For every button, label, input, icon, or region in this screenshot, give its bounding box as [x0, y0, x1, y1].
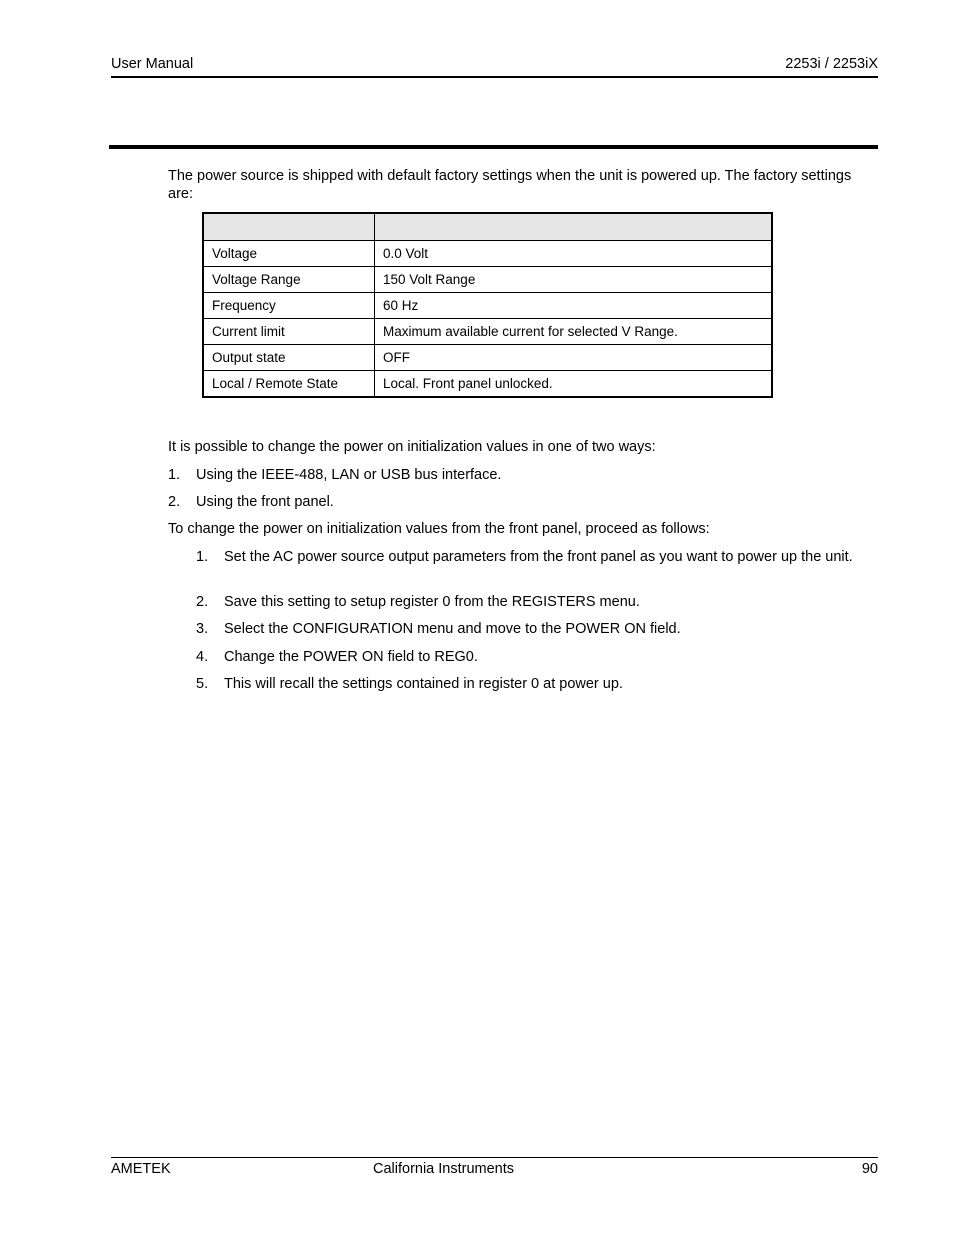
intro-paragraph: The power source is shipped with default factory settings when the unit is powered up. The factory settings are: — [168, 168, 852, 202]
setting-value: Local. Front panel unlocked. — [375, 371, 773, 398]
setting-name: Frequency — [203, 293, 375, 319]
page-number: 90 — [861, 1161, 878, 1177]
setting-name: Output state — [203, 345, 375, 371]
setting-name: Voltage Range — [203, 267, 375, 293]
list-text: Using the front panel. — [196, 494, 334, 510]
setting-value: 0.0 Volt — [375, 241, 773, 267]
section-divider — [109, 145, 878, 149]
procedure-intro-paragraph: To change the power on initialization values from the front panel, proceed as follows: — [168, 521, 710, 537]
footer-division: California Instruments — [373, 1161, 515, 1177]
setting-name: Local / Remote State — [203, 371, 375, 398]
table-header-row — [203, 213, 772, 241]
step-text: Change the POWER ON field to REG0. — [224, 649, 478, 665]
table-row — [203, 319, 772, 345]
step-text: Set the AC power source output parameters from the front panel as you want to power up the unit. — [224, 549, 853, 565]
ways-intro-paragraph: It is possible to change the power on initialization values in one of two ways: — [168, 439, 656, 455]
table-row — [203, 345, 772, 371]
factory-settings-table — [202, 212, 773, 398]
step-text: Select the CONFIGURATION menu and move to the POWER ON field. — [224, 621, 681, 637]
step-number: 5. — [196, 676, 209, 692]
footer-company: AMETEK — [111, 1161, 171, 1177]
page-header — [111, 56, 878, 78]
setting-name: Current limit — [203, 319, 375, 345]
list-number: 1. — [168, 467, 181, 483]
table-header-cell — [375, 213, 773, 241]
table-row — [203, 241, 772, 267]
step-number: 4. — [196, 649, 209, 665]
step-number: 1. — [196, 549, 209, 565]
setting-value: Maximum available current for selected V Range. — [375, 319, 773, 345]
setting-value: 60 Hz — [375, 293, 773, 319]
step-number: 2. — [196, 594, 209, 610]
list-number: 2. — [168, 494, 181, 510]
table-row — [203, 267, 772, 293]
step-text: Save this setting to setup register 0 from the REGISTERS menu. — [224, 594, 640, 610]
setting-value: OFF — [375, 345, 773, 371]
header-model: 2253i / 2253iX — [785, 56, 878, 72]
page-footer — [111, 1157, 878, 1181]
step-text: This will recall the settings contained in register 0 at power up. — [224, 676, 623, 692]
setting-name: Voltage — [203, 241, 375, 267]
table-row — [203, 293, 772, 319]
header-manual-title: User Manual — [111, 56, 194, 72]
step-item — [196, 548, 876, 584]
table-row — [203, 371, 772, 398]
step-number: 3. — [196, 621, 209, 637]
table-header-cell — [203, 213, 375, 241]
setting-value: 150 Volt Range — [375, 267, 773, 293]
list-text: Using the IEEE-488, LAN or USB bus interface. — [196, 467, 502, 483]
